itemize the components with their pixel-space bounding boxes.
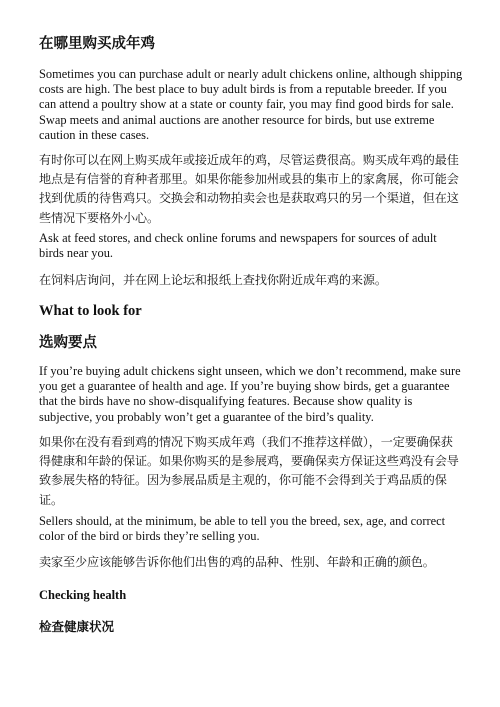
paragraph-feed-stores-zh: 在饲料店询问，并在网上论坛和报纸上查找你附近成年鸡的来源。 <box>39 273 387 287</box>
paragraph-sellers-en: Sellers should, at the minimum, be able to tell you the breed, sex, age, and correct color of the bird or birds they’re selling you. <box>39 514 446 544</box>
document-title-zh: 在哪里购买成年鸡 <box>39 36 155 52</box>
heading-what-to-look-for-zh: 选购要点 <box>39 335 97 351</box>
heading-checking-health-zh: 检查健康状况 <box>39 619 115 634</box>
paragraph-sellers-zh: 卖家至少应该能够告诉你他们出售的鸡的品种、性别、年龄和正确的颜色。 <box>39 555 435 569</box>
heading-what-to-look-for-en: What to look for <box>39 303 142 319</box>
paragraph-feed-stores-en: Ask at feed stores, and check online forums and newspapers for sources of adult birds near you. <box>39 231 437 261</box>
paragraph-sight-unseen-en: If you’re buying adult chickens sight unseen, which we don’t recommend, make sure you get a guarantee of health and age. If you’re buying show birds, get a guarantee that the birds have no show-disqualifying features. Because show quality is subjective, you probably won’t get a guarantee of the bird’s quality. <box>39 364 461 424</box>
heading-checking-health-en: Checking health <box>39 588 127 602</box>
paragraph-where-to-buy-en: Sometimes you can purchase adult or nearly adult chickens online, although shipping costs are high. The best place to buy adult birds is from a reputable breeder. If you can attend a poultry show at a state or county fair, you may find good birds for sale. Swap meets and animal auctions are another resource for birds, but use extreme caution in these cases. <box>39 67 463 142</box>
paragraph-sight-unseen-zh: 如果你在没有看到鸡的情况下购买成年鸡（我们不推荐这样做），一定要确保获得健康和年龄的保证。如果你购买的是参展鸡，要确保卖方保证这些鸡没有会导致参展失格的特征。因为参展品质是主观的，你可能不会得到关于鸡品质的保证。 <box>39 435 459 507</box>
paragraph-where-to-buy-zh: 有时你可以在网上购买成年或接近成年的鸡，尽管运费很高。购买成年鸡的最佳地点是有信誉的育种者那里。如果你能参加州或县的集市上的家禽展，你可能会找到优质的待售鸡只。交换会和动物拍卖会也是获取鸡只的另一个渠道，但在这些情况下要格外小心。 <box>39 153 459 225</box>
